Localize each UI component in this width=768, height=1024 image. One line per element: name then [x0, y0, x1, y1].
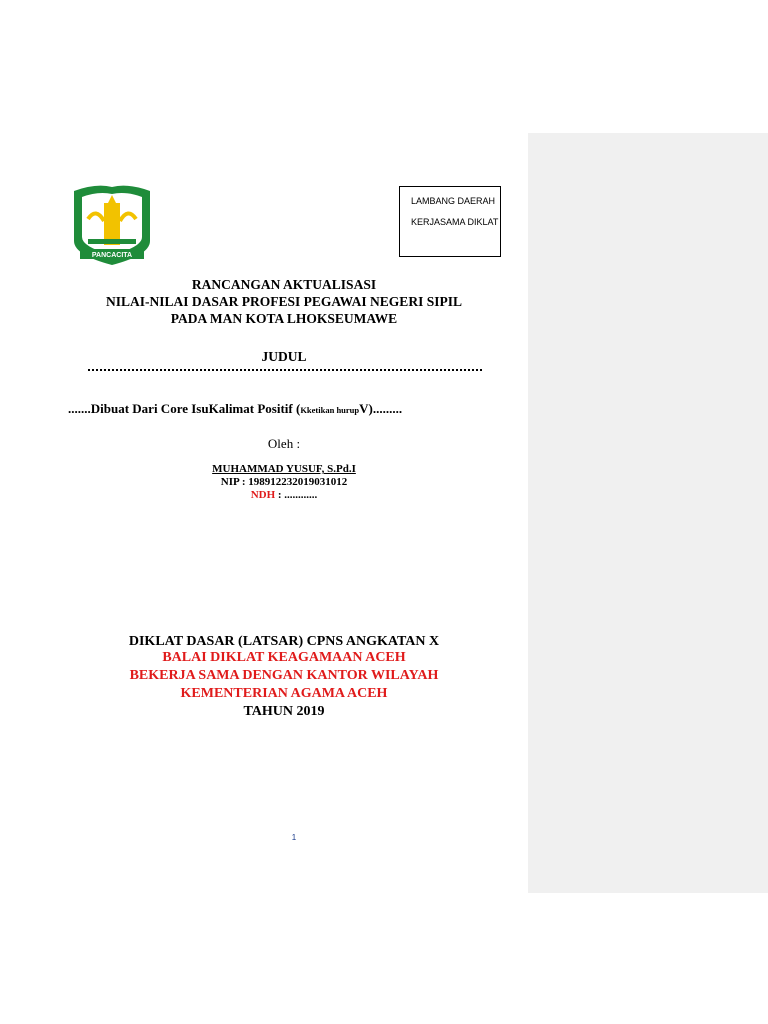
- author-name: MUHAMMAD YUSUF, S.Pd.I: [212, 463, 356, 475]
- subtitle-prefix: .......Dibuat Dari Core IsuKalimat Positif (: [68, 401, 301, 416]
- ndh-value: : ............: [275, 489, 318, 501]
- ndh-label: NDH: [250, 489, 276, 501]
- comment-pane: [528, 133, 768, 893]
- judul-label: JUDUL: [261, 349, 307, 364]
- footer-line2: BALAI DIKLAT KEAGAMAAN ACEH: [162, 650, 406, 665]
- emblem-box-line2: KERJASAMA DIKLAT: [411, 217, 499, 227]
- oleh-label: Oleh :: [267, 436, 301, 451]
- subtitle-suffix: V).........: [359, 401, 403, 416]
- page-number: 1: [291, 833, 297, 842]
- title-line2: NILAI-NILAI DASAR PROFESI PEGAWAI NEGERI SIPIL: [106, 294, 462, 309]
- subtitle-line: [68, 401, 402, 417]
- author-ndh: [0, 489, 568, 501]
- judul-dotted-line: [88, 368, 482, 371]
- footer-line1: DIKLAT DASAR (LATSAR) CPNS ANGKATAN X: [128, 634, 440, 649]
- footer-line5: TAHUN 2019: [243, 704, 325, 719]
- logo-label: PANCACITA: [91, 252, 133, 259]
- subtitle-small: Kketikan hurup: [300, 405, 360, 415]
- aceh-logo: [66, 181, 158, 269]
- title-line1: RANCANGAN AKTUALISASI: [191, 277, 377, 292]
- footer-line3: BEKERJA SAMA DENGAN KANTOR WILAYAH: [129, 668, 439, 683]
- title-line3: PADA MAN KOTA LHOKSEUMAWE: [170, 311, 398, 326]
- author-nip: NIP : 198912232019031012: [220, 476, 348, 488]
- emblem-box-line1: LAMBANG DAERAH: [411, 196, 496, 206]
- footer-line4: KEMENTERIAN AGAMA ACEH: [180, 686, 388, 701]
- emblem-placeholder-box: [399, 186, 501, 257]
